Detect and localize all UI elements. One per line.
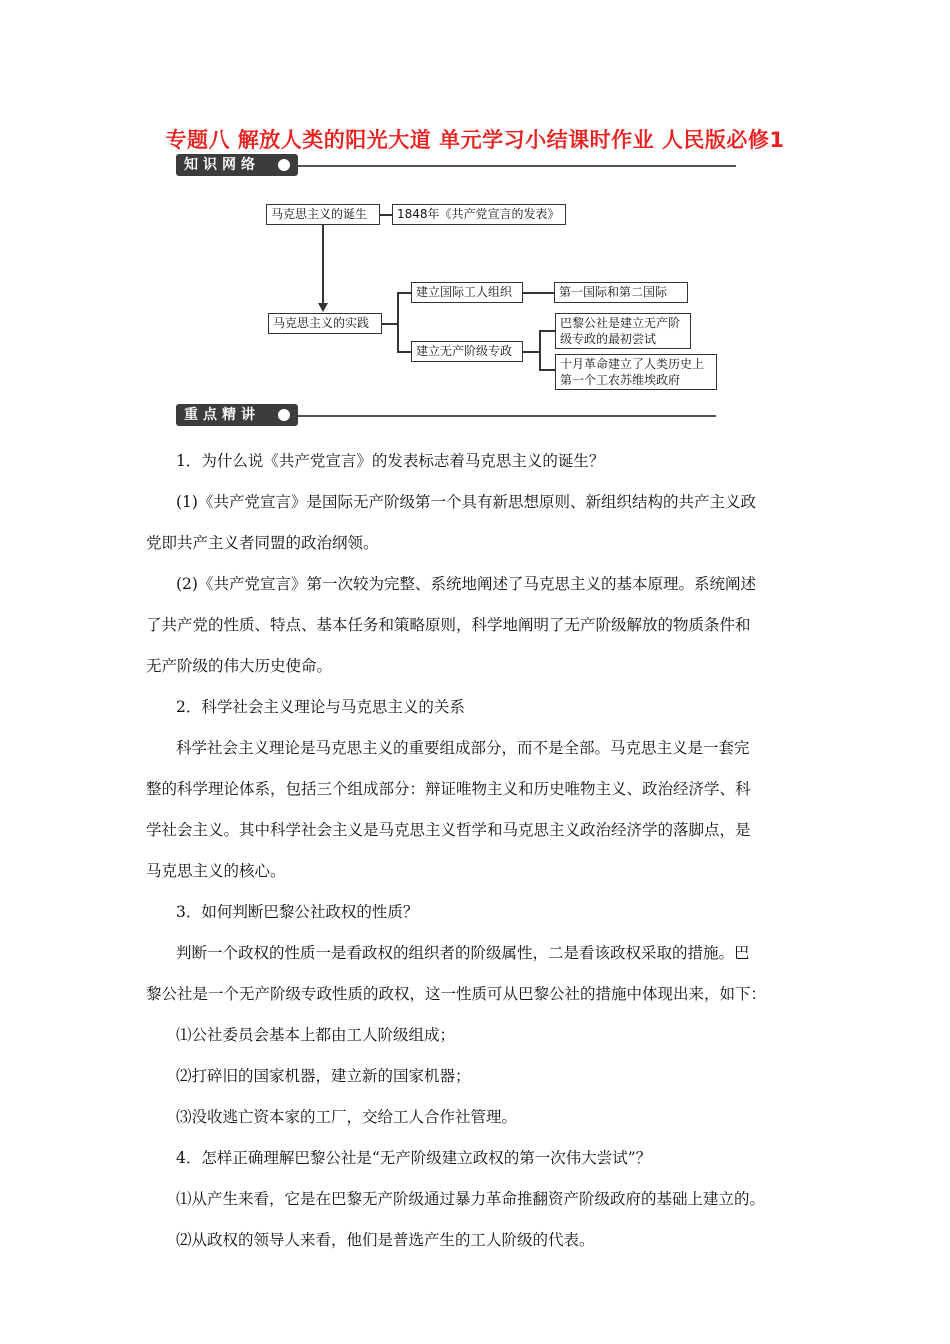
node-practice: 马克思主义的实践: [268, 313, 382, 334]
section-rule: [298, 165, 736, 167]
node-intl-names: 第一国际和第二国际: [554, 282, 688, 303]
node-paris-commune: [555, 313, 691, 349]
list-item: ⑴公社委员会基本上都由工人阶级组成；: [176, 1026, 456, 1044]
list-item: ⑴从产生来看，它是在巴黎无产阶级通过暴力革命推翻资产阶级政府的基础上建立的。: [176, 1190, 766, 1208]
node-intl-org: 建立国际工人组织: [411, 282, 523, 303]
list-item: ⑵打碎旧的国家机器，建立新的国家机器；: [176, 1067, 471, 1085]
connector: [397, 292, 399, 352]
connector: [539, 330, 541, 370]
section-label: 知识网络: [176, 154, 298, 176]
arrow-down-icon: [318, 303, 328, 312]
paragraph-line: (2)《共产党宣言》第一次较为完整、系统地阐述了马克思主义的基本原理。系统阐述: [176, 575, 756, 593]
connector: [322, 225, 324, 305]
paragraph-line: 判断一个政权的性质一是看政权的组织者的阶级属性，二是看该政权采取的措施。巴: [176, 944, 750, 962]
question-heading: 4．怎样正确理解巴黎公社是“无产阶级建立政权的第一次伟大尝试”？: [176, 1149, 652, 1167]
connector: [539, 369, 555, 371]
paragraph-line: 科学社会主义理论是马克思主义的重要组成部分，而不是全部。马克思主义是一套完: [176, 739, 750, 757]
paragraph-line: 马克思主义的核心。: [146, 862, 286, 880]
list-item: ⑶没收逃亡资本家的工厂，交给工人合作社管理。: [176, 1108, 518, 1126]
section-header-key: [176, 404, 736, 426]
node-october: [555, 354, 717, 390]
paragraph-line: 党即共产主义者同盟的政治纲领。: [146, 534, 379, 552]
paragraph-line: (1)《共产党宣言》是国际无产阶级第一个具有新思想原则、新组织结构的共产主义政: [176, 493, 756, 511]
question-heading: 1．为什么说《共产党宣言》的发表标志着马克思主义的诞生？: [176, 452, 605, 470]
body-text: [146, 441, 814, 1261]
node-birth: 马克思主义的诞生: [266, 204, 380, 225]
connector: [523, 351, 540, 353]
connector: [382, 323, 398, 325]
node-text: 级专政的最初尝试: [560, 332, 657, 346]
node-text: 巴黎公社是建立无产阶: [560, 316, 681, 330]
question-heading: 3．如何判断巴黎公社政权的性质？: [176, 903, 419, 921]
section-rule: [298, 415, 716, 417]
list-item: ⑵从政权的领导人来看，他们是普选产生的工人阶级的代表。: [176, 1231, 595, 1249]
bullet-dot-icon: [278, 409, 290, 421]
bullet-dot-icon: [278, 159, 290, 171]
node-text: 第一个工农苏维埃政府: [560, 373, 681, 387]
connector: [539, 330, 555, 332]
question-heading: 2．科学社会主义理论与马克思主义的关系: [176, 698, 465, 716]
connector: [397, 292, 411, 294]
paragraph-line: 学社会主义。其中科学社会主义是马克思主义哲学和马克思主义政治经济学的落脚点，是: [146, 821, 751, 839]
connector: [380, 214, 392, 216]
document-title: 专题八 解放人类的阳光大道 单元学习小结课时作业 人民版必修1: [165, 128, 785, 152]
paragraph-line: 黎公社是一个无产阶级专政性质的政权，这一性质可从巴黎公社的措施中体现出来，如下：: [146, 985, 767, 1003]
paragraph-line: 无产阶级的伟大历史使命。: [146, 657, 333, 675]
node-manifesto: 1848年《共产党宣言的发表》: [392, 204, 566, 225]
connector: [397, 351, 411, 353]
paragraph-line: 了共产党的性质、特点、基本任务和策略原则，科学地阐明了无产阶级解放的物质条件和: [146, 616, 751, 634]
paragraph-line: 整的科学理论体系，包括三个组成部分：辩证唯物主义和历史唯物主义、政治经济学、科: [146, 780, 751, 798]
connector: [523, 292, 554, 294]
section-label: 重点精讲: [176, 404, 298, 426]
node-dictatorship: 建立无产阶级专政: [411, 341, 523, 362]
section-header-network: [176, 154, 736, 176]
node-text: 十月革命建立了人类历史上: [560, 357, 705, 371]
